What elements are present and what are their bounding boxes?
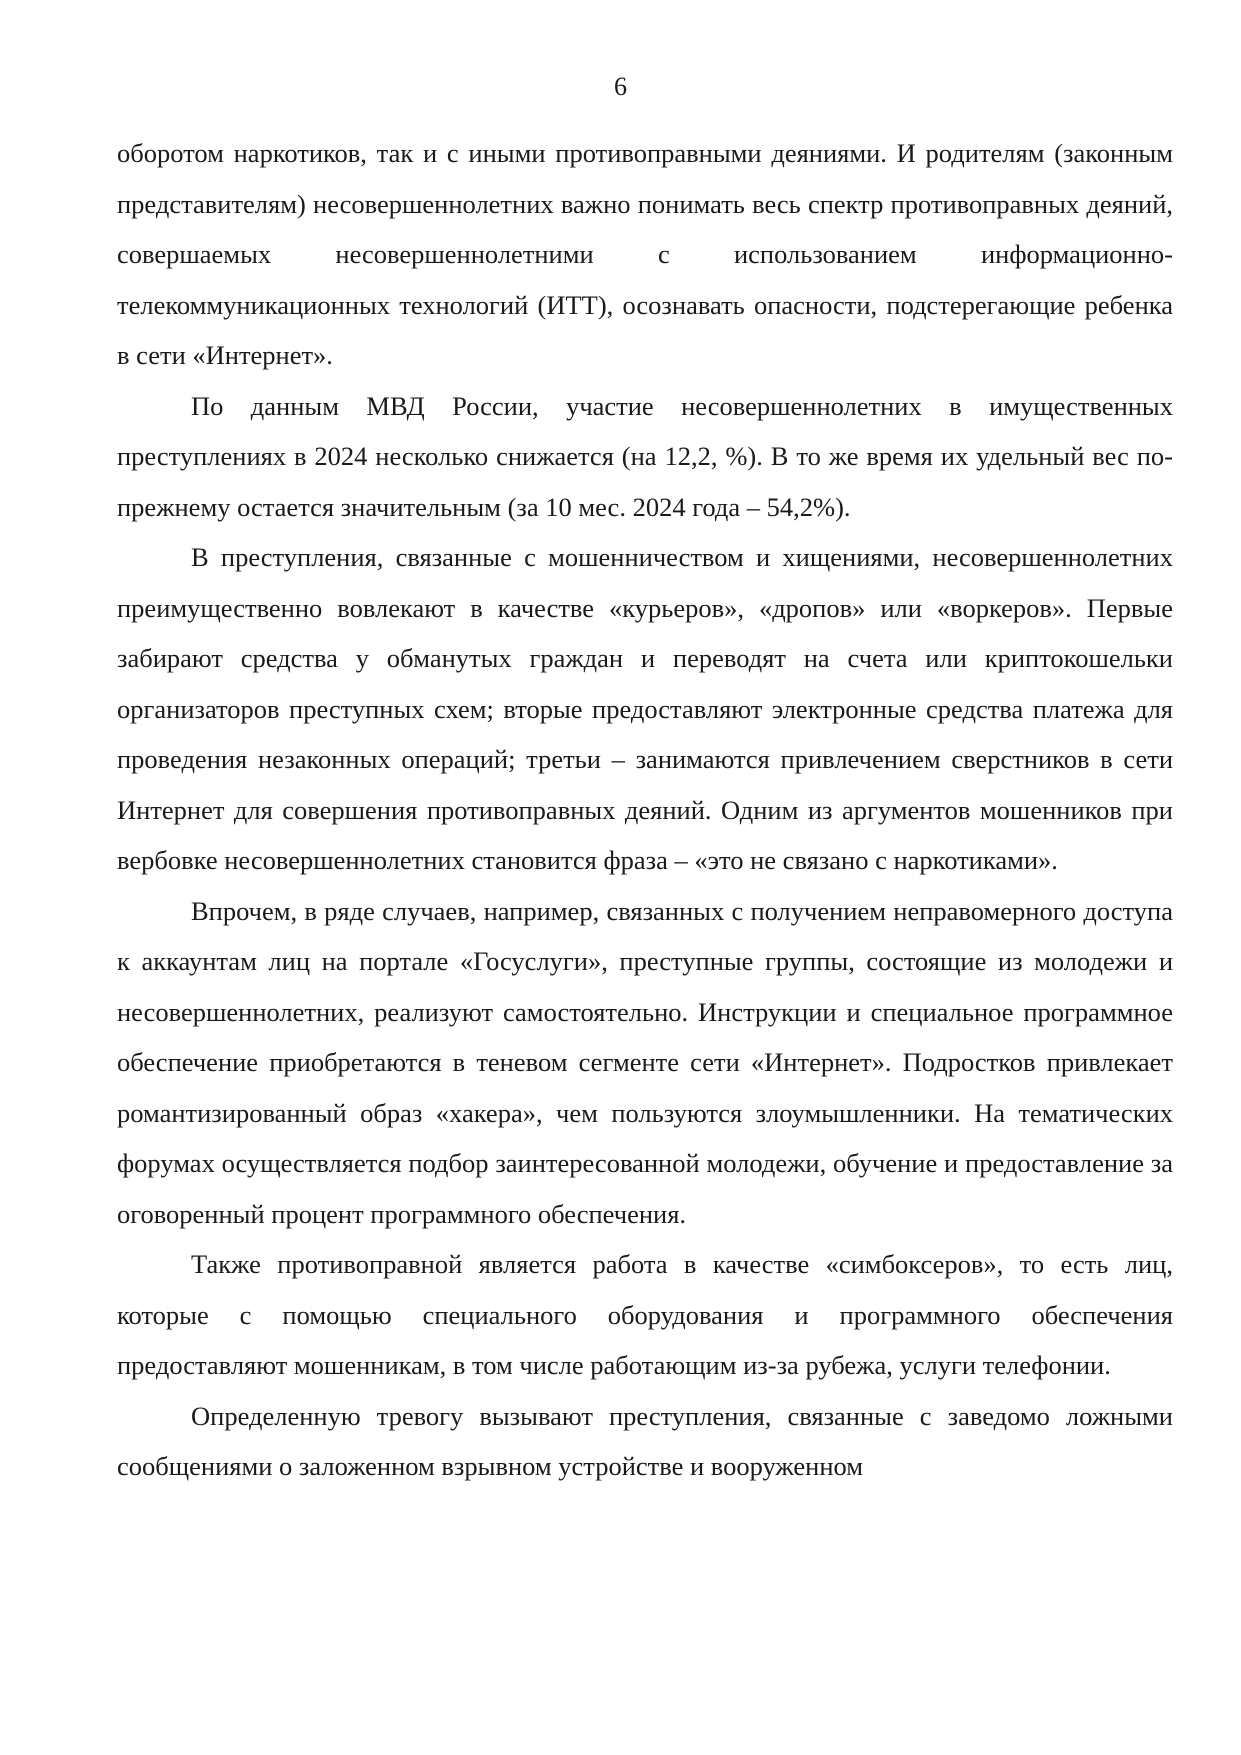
paragraph-mvd-statistics: По данным МВД России, участие несовершеннолетних в имущественных преступлениях в 2024 несколько снижается (на 12,2, %). В то же время их удельный вес по-прежнему остается значительным (за 10 мес. 2024 года – 54,2%).	[117, 390, 1173, 522]
paragraph-continuation: оборотом наркотиков, так и с иными противоправными деяниями. И родителям (законным представителям) несовершеннолетних важно понимать весь спектр противоправных деяний, совершаемых несовершеннолетними с использованием информационно-телекоммуникационных технологий (ИТТ), осознавать опасности, подстерегающие ребенка в сети «Интернет».	[117, 138, 1173, 370]
paragraph-false-reports: Определенную тревогу вызывают преступления, связанные с заведомо ложными сообщениями о заложенном взрывном устройстве и вооруженном	[117, 1400, 1173, 1481]
document-body	[117, 128, 1173, 1492]
paragraph-simboxers: Также противоправной является работа в качестве «симбоксеров», то есть лиц, которые с помощью специального оборудования и программного обеспечения предоставляют мошенникам, в том числе работающим из-за рубежа, услуги телефонии.	[117, 1249, 1173, 1380]
paragraph-fraud-roles: В преступления, связанные с мошенничеством и хищениями, несовершеннолетних преимущественно вовлекают в качестве «курьеров», «дропов» или «воркеров». Первые забирают средства у обманутых граждан и переводят на счета или криптокошельки организаторов преступных схем; вторые предоставляют электронные средства платежа для проведения незаконных операций; третьи – занимаются привлечением сверстников в сети Интернет для совершения противоправных деяний. Одним из аргументов мошенников при вербовке несовершеннолетних становится фраза – «это не связано с наркотиками».	[117, 542, 1173, 875]
page-number: 6	[614, 72, 627, 101]
paragraph-gosuslugi-hacking: Впрочем, в ряде случаев, например, связанных с получением неправомерного доступа к аккаунтам лиц на портале «Госуслуги», преступные группы, состоящие из молодежи и несовершеннолетних, реализуют самостоятельно. Инструкции и специальное программное обеспечение приобретаются в теневом сегменте сети «Интернет». Подростков привлекает романтизированный образ «хакера», чем пользуются злоумышленники. На тематических форумах осуществляется подбор заинтересованной молодежи, обучение и предоставление за оговоренный процент программного обеспечения.	[117, 895, 1173, 1229]
